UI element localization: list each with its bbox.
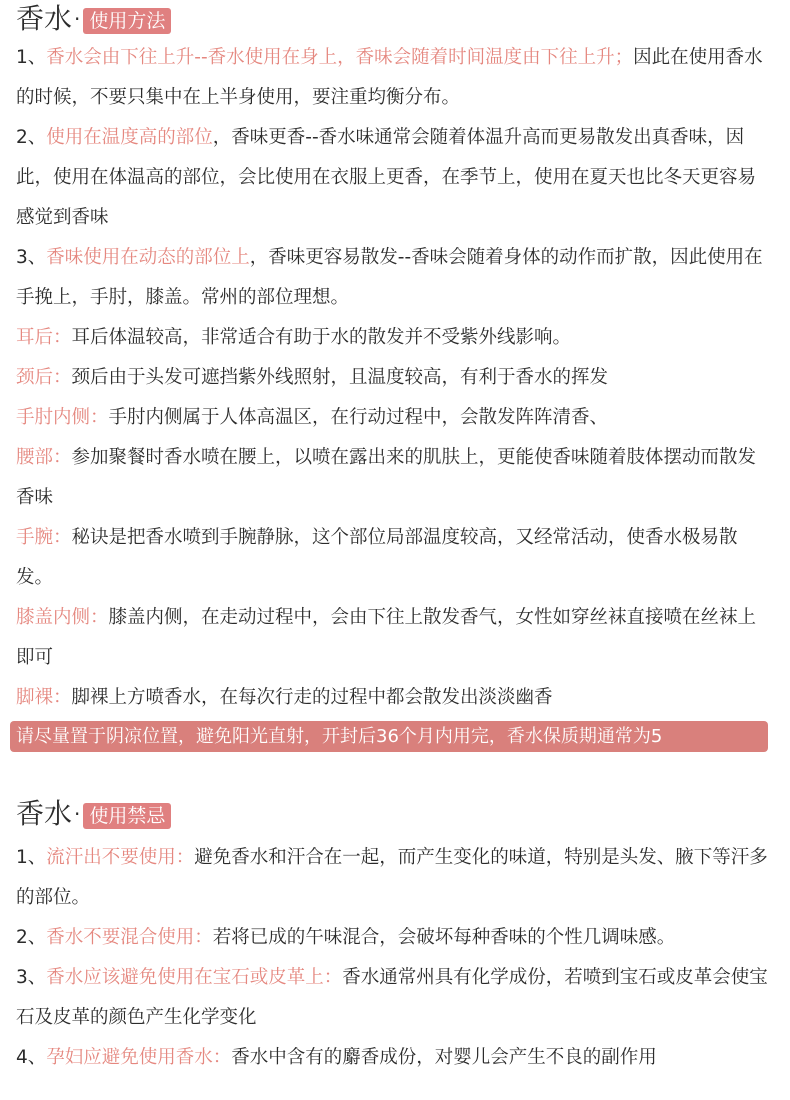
item-text: 脚裸上方喷香水，在每次行走的过程中都会散发出淡淡幽香 bbox=[71, 687, 553, 708]
usage-item bbox=[16, 518, 774, 598]
item-number: 2、 bbox=[16, 127, 47, 148]
item-highlight: 腰部： bbox=[16, 447, 72, 468]
usage-list bbox=[16, 38, 774, 718]
item-highlight: 香水应该避免使用在宝石或皮革上： bbox=[46, 967, 343, 988]
taboo-item bbox=[16, 838, 774, 918]
taboo-item bbox=[16, 918, 774, 958]
taboo-list bbox=[16, 838, 774, 1078]
usage-item bbox=[16, 358, 774, 398]
item-text: 避免香水和汗合在一起，而产生变化的味道，特别是头发、腋下等汗多的部位。 bbox=[16, 847, 768, 908]
item-text: 若将已成的午味混合，会破坏每种香味的个性几调味感。 bbox=[212, 927, 676, 948]
item-number: 3、 bbox=[16, 247, 47, 268]
usage-section-title: 香水 bbox=[16, 2, 73, 35]
item-text: ，香味更容易散发--香味会随着身体的动作而扩散，因此使用在手挽上，手肘，膝盖。常州的部位理想。 bbox=[16, 247, 763, 308]
item-text: 香水通常州具有化学成份，若喷到宝石或皮革会使宝石及皮革的颜色产生化学变化 bbox=[16, 967, 768, 1028]
item-highlight: 使用在温度高的部位 bbox=[46, 127, 213, 148]
usage-section-header bbox=[16, 2, 171, 36]
item-text: 膝盖内侧，在走动过程中，会由下往上散发香气，女性如穿丝袜直接喷在丝袜上即可 bbox=[16, 607, 757, 668]
item-text: 手肘内侧属于人体高温区，在行动过程中，会散发阵阵清香、 bbox=[108, 407, 609, 428]
usage-item bbox=[16, 398, 774, 438]
item-text: 颈后由于头发可遮挡紫外线照射，且温度较高，有利于香水的挥发 bbox=[71, 367, 609, 388]
item-number: 1、 bbox=[16, 847, 47, 868]
item-highlight: 手腕： bbox=[16, 527, 72, 548]
item-number: 2、 bbox=[16, 927, 47, 948]
taboo-section-badge: 使用禁忌 bbox=[83, 803, 171, 829]
item-highlight: 颈后： bbox=[16, 367, 72, 388]
item-text: 参加聚餐时香水喷在腰上，以喷在露出来的肌肤上，更能使香味随着肢体摆动而散发香味 bbox=[16, 447, 757, 508]
taboo-item bbox=[16, 1038, 774, 1078]
item-text: 因此在使用香水的时候，不要只集中在上半身使用，要注重均衡分布。 bbox=[16, 47, 763, 108]
item-highlight: 香水不要混合使用： bbox=[46, 927, 213, 948]
usage-item bbox=[16, 678, 774, 718]
item-number: 4、 bbox=[16, 1047, 47, 1068]
taboo-section-header bbox=[16, 797, 171, 831]
item-highlight: 香水会由下往上升--香水使用在身上，香味会随着时间温度由下往上升； bbox=[46, 47, 634, 68]
item-text: 耳后体温较高，非常适合有助于水的散发并不受紫外线影响。 bbox=[71, 327, 572, 348]
usage-section-badge: 使用方法 bbox=[83, 8, 171, 34]
usage-item bbox=[16, 318, 774, 358]
item-text: 秘诀是把香水喷到手腕静脉，这个部位局部温度较高，又经常活动，使香水极易散发。 bbox=[16, 527, 738, 588]
item-text: 香水中含有的麝香成份，对婴儿会产生不良的副作用 bbox=[231, 1047, 657, 1068]
usage-item bbox=[16, 118, 774, 238]
item-highlight: 手肘内侧： bbox=[16, 407, 109, 428]
storage-notice-banner: 请尽量置于阴凉位置，避免阳光直射，开封后36个月内用完，香水保质期通常为5 bbox=[10, 721, 768, 752]
item-highlight: 脚裸： bbox=[16, 687, 72, 708]
item-text: ，香味更香--香水味通常会随着体温升高而更易散发出真香味，因此，使用在体温高的部位，会比使用在衣服上更香，在季节上，使用在夏天也比冬天更容易感觉到香味 bbox=[16, 127, 757, 228]
item-highlight: 膝盖内侧： bbox=[16, 607, 109, 628]
usage-item bbox=[16, 438, 774, 518]
item-highlight: 香味使用在动态的部位上 bbox=[46, 247, 250, 268]
taboo-section-title: 香水 bbox=[16, 797, 73, 830]
usage-item bbox=[16, 38, 774, 118]
taboo-item bbox=[16, 958, 774, 1038]
item-number: 3、 bbox=[16, 967, 47, 988]
item-number: 1、 bbox=[16, 47, 47, 68]
item-highlight: 耳后： bbox=[16, 327, 72, 348]
usage-item bbox=[16, 598, 774, 678]
taboo-section-dot: · bbox=[74, 802, 81, 826]
item-highlight: 孕妇应避免使用香水： bbox=[46, 1047, 232, 1068]
item-highlight: 流汗出不要使用： bbox=[46, 847, 195, 868]
usage-item bbox=[16, 238, 774, 318]
usage-section-dot: · bbox=[74, 7, 81, 31]
